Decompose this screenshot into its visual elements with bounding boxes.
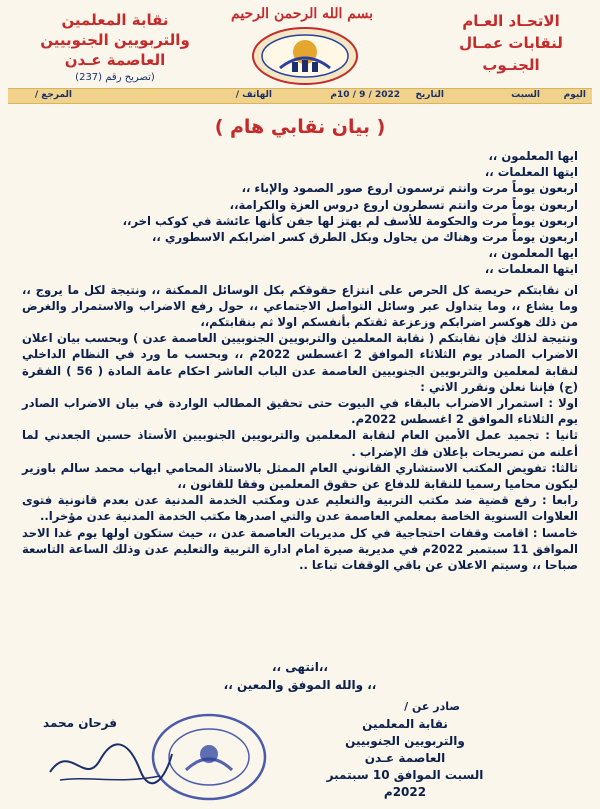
handwritten-signature-icon xyxy=(40,732,180,792)
closing-prayer: ،، والله الموفق والمعين ،، xyxy=(223,678,377,692)
union-logo-icon xyxy=(250,22,360,86)
date-value: 2022 / 9 / 10م xyxy=(330,90,400,100)
closing-end: ،،انتهى ،، xyxy=(272,660,328,674)
issue-date: السبت الموافق 10 سبتمبر 2022م xyxy=(326,768,484,799)
statement-body xyxy=(22,148,578,573)
phone-label: الهاتف / xyxy=(235,90,272,100)
header-syndicate-name xyxy=(30,10,200,86)
salutation-line: ايتها المعلمات ،، xyxy=(484,262,578,277)
issuer-line: نقابة المعلمين xyxy=(362,717,448,731)
header-union-line: الجنـوب xyxy=(482,56,540,74)
salutation-line: ايها المعلمون ،، xyxy=(488,246,578,261)
day-value: السبت xyxy=(511,90,540,100)
date-label: التاريخ xyxy=(415,90,444,100)
statement-title: ( بيان نقابي هام ) xyxy=(214,116,386,138)
salutation-line: ايتها المعلمات ،، xyxy=(484,165,578,180)
salutation-line: اربعون يوماً مرت وانتم تسطرون اروع دروس العزة والكرامة،، xyxy=(229,197,578,212)
day-label: اليوم xyxy=(563,90,586,100)
registration-number: (تصريح رقم (237) xyxy=(75,72,155,83)
issuer-block xyxy=(320,716,490,801)
signer-name: فرحان محمد xyxy=(43,716,117,730)
closing-lines xyxy=(0,658,600,694)
point-third: ثالثا: تفويض المكتب الاستشاري القانوني العام الممثل بالاستاذ المحامي ايهاب محمد سالم باوزير ليكون محاميا رسميا للنقابة للدفاع عن حقوق المعلمين وفقا للقانون ،، xyxy=(22,460,578,492)
salutation-line: اربعون يوماً مرت وهناك من يحاول وبكل الطرق كسر اضرابكم الاسطوري ،، xyxy=(151,230,578,245)
paragraph-intro: ان نقابتكم حريصة كل الحرص على انتزاع حقوقكم بكل الوسائل الممكنة ،، ونتيجة لكل ما يروج ،، وما يشاع ،، وما يتداول عبر وسائل التواصل الاجتماعي ،، حول رفع الاضراب والاستمرار والغرض من ذلك هوكسر اضرابكم وزعزعة ثقتكم بأنفسكم اولا ثم بنقابتكم،، xyxy=(22,282,578,330)
point-fifth: خامسا : اقامت وقفات احتجاجية في كل مديريات العاصمة عدن ،، حيث ستكون اولها يوم غدا الاحد الموافق 11 سبتمبر 2022م في مديرية صيرة امام ادارة التربية والتعليم عدن وذلك الساعة التاسعة صباحا ،، وسيتم الاعلان عن باقي الوقفات تباعا .. xyxy=(22,525,578,573)
paragraph-decision: ونتيجة لذلك فإن نقابتكم ( نقابة المعلمين والتربويين الجنوبيين العاصمة عدن ) وبحسب بيان اعلان الاضراب الصادر يوم الثلاثاء الموافق 2 اغسطس 2022م ،، وبحسب ما ورد في النظام الداخلي لنقابة لمعلمين والتربويين الجنوبيين العاصمة عدن الباب العاشر احكام عامة المادة ( 56 ) الفقرة (ج) فإننا نعلن ونقرر الاتي : xyxy=(22,331,579,394)
salutation-line: اربعون يوماً مرت والحكومة للأسف لم يهتز لها جفن كأنها عائشة في كوكب اخر،، xyxy=(122,213,578,228)
point-fourth: رابعا : رفع قضية ضد مكتب التربية والتعليم عدن ومكتب الخدمة المدنية عدن بعدم قانونية فتوى العلاوات السنوية الخاصة بمعلمي العاصمة عدن والتي اصدرها مكتب الخدمة المدنية عدن مؤخرا.. xyxy=(22,493,578,524)
issued-by-label: صادر عن / xyxy=(404,700,460,713)
header-union-name xyxy=(436,10,586,76)
header-syndicate-line: والتربويين الجنوبيين xyxy=(40,31,190,49)
point-second: ثانيا : تجميد عمل الأمين العام لنقابة المعلمين والتربويين الجنوبيين الأستاذ حسين الجعدني لما أعلنه من تصريحات بإعلان فك الإضراب . xyxy=(22,428,578,459)
header-syndicate-line: العاصمة عـدن xyxy=(64,51,166,69)
point-first: اولا : استمرار الاضراب بالبقاء في البيوت حتى تحقيق المطالب الواردة في بيان الاضراب الصادر يوم الثلاثاء الموافق 2 اغسطس 2022م. xyxy=(22,396,578,427)
header-syndicate-line: نقابة المعلمين xyxy=(61,11,169,29)
reference-label: المرجع / xyxy=(34,90,72,100)
salutation-line: اربعون يوماً مرت وانتم ترسمون اروع صور الصمود والإباء ،، xyxy=(241,181,578,196)
header-union-line: الاتحـاد العـام xyxy=(462,12,560,30)
header-union-line: لنقابات عمـال xyxy=(459,34,563,52)
issuer-line: العاصمة عـدن xyxy=(364,751,446,765)
meta-bar xyxy=(8,88,592,104)
basmala-calligraphy: بسم الله الرحمن الرحيم xyxy=(231,6,373,22)
salutation-line: ايها المعلمون ،، xyxy=(488,149,578,163)
issuer-line: والتربويين الجنوبيين xyxy=(345,734,465,748)
